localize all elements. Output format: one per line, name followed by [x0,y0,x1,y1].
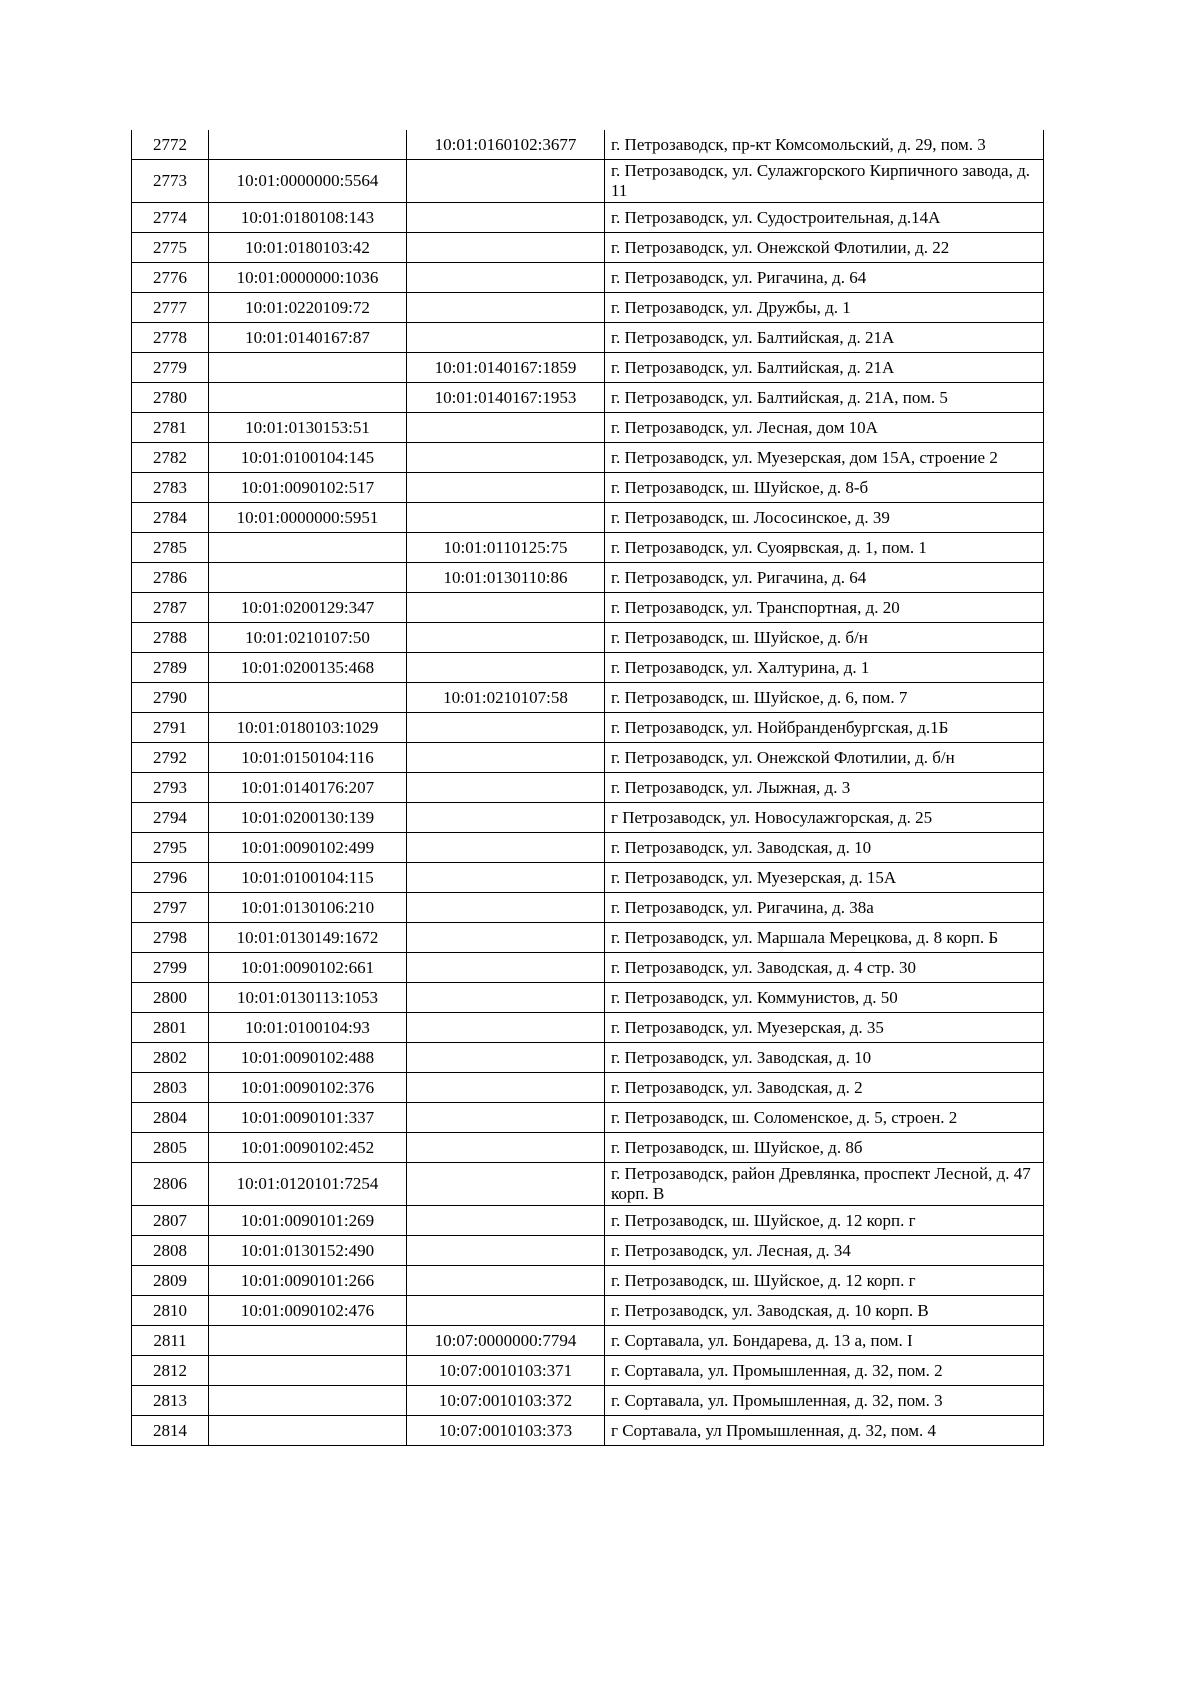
land-cadastral-number-cell: 10:01:0090101:269 [209,1206,407,1236]
premises-cadastral-number-cell [407,953,605,983]
address-cell: г. Сортавала, ул. Бондарева, д. 13 а, пом. I [605,1326,1044,1356]
row-number-cell: 2783 [132,473,209,503]
address-cell: г. Петрозаводск, ул. Балтийская, д. 21А, пом. 5 [605,383,1044,413]
land-cadastral-number-cell [209,383,407,413]
address-cell: г. Петрозаводск, ул. Муезерская, д. 35 [605,1013,1044,1043]
premises-cadastral-number-cell [407,1296,605,1326]
row-number-cell: 2801 [132,1013,209,1043]
premises-cadastral-number-cell [407,1073,605,1103]
land-cadastral-number-cell [209,1416,407,1446]
address-cell: г. Петрозаводск, ул. Ригачина, д. 64 [605,263,1044,293]
premises-cadastral-number-cell [407,623,605,653]
row-number-cell: 2813 [132,1386,209,1416]
address-cell: г. Петрозаводск, ул. Сулажгорского Кирпичного завода, д. 11 [605,160,1044,203]
row-number-cell: 2790 [132,683,209,713]
premises-cadastral-number-cell [407,1266,605,1296]
land-cadastral-number-cell [209,1326,407,1356]
address-cell: г. Петрозаводск, ул. Заводская, д. 10 [605,833,1044,863]
table-row [132,1416,1044,1446]
row-number-cell: 2806 [132,1163,209,1206]
land-cadastral-number-cell: 10:01:0100104:115 [209,863,407,893]
premises-cadastral-number-cell [407,803,605,833]
premises-cadastral-number-cell [407,203,605,233]
land-cadastral-number-cell: 10:01:0090102:517 [209,473,407,503]
land-cadastral-number-cell: 10:01:0090102:661 [209,953,407,983]
address-cell: г. Петрозаводск, ул. Балтийская, д. 21А [605,323,1044,353]
row-number-cell: 2810 [132,1296,209,1326]
address-cell: г. Петрозаводск, ш. Шуйское, д. 12 корп. г [605,1266,1044,1296]
row-number-cell: 2794 [132,803,209,833]
table-row [132,1386,1044,1416]
row-number-cell: 2782 [132,443,209,473]
land-cadastral-number-cell: 10:01:0090101:337 [209,1103,407,1133]
land-cadastral-number-cell [209,353,407,383]
table-row [132,743,1044,773]
row-number-cell: 2803 [132,1073,209,1103]
land-cadastral-number-cell: 10:01:0130149:1672 [209,923,407,953]
premises-cadastral-number-cell: 10:01:0140167:1859 [407,353,605,383]
table-row [132,263,1044,293]
premises-cadastral-number-cell [407,923,605,953]
row-number-cell: 2774 [132,203,209,233]
address-cell: г. Петрозаводск, ул. Лыжная, д. 3 [605,773,1044,803]
row-number-cell: 2795 [132,833,209,863]
land-cadastral-number-cell: 10:01:0200130:139 [209,803,407,833]
row-number-cell: 2802 [132,1043,209,1073]
address-cell: г Сортавала, ул Промышленная, д. 32, пом. 4 [605,1416,1044,1446]
table-row [132,1326,1044,1356]
table-row [132,1073,1044,1103]
premises-cadastral-number-cell [407,833,605,863]
premises-cadastral-number-cell [407,473,605,503]
address-cell: г. Петрозаводск, ул. Онежской Флотилии, д. б/н [605,743,1044,773]
premises-cadastral-number-cell: 10:07:0010103:371 [407,1356,605,1386]
land-cadastral-number-cell: 10:01:0090102:476 [209,1296,407,1326]
address-cell: г. Сортавала, ул. Промышленная, д. 32, пом. 2 [605,1356,1044,1386]
row-number-cell: 2792 [132,743,209,773]
land-cadastral-number-cell: 10:01:0140176:207 [209,773,407,803]
premises-cadastral-number-cell [407,233,605,263]
land-cadastral-number-cell: 10:01:0130113:1053 [209,983,407,1013]
row-number-cell: 2804 [132,1103,209,1133]
address-cell: г. Петрозаводск, ул. Заводская, д. 10 корп. В [605,1296,1044,1326]
premises-cadastral-number-cell [407,1103,605,1133]
table-row [132,503,1044,533]
row-number-cell: 2800 [132,983,209,1013]
table-row [132,653,1044,683]
land-cadastral-number-cell: 10:01:0130153:51 [209,413,407,443]
address-cell: г. Петрозаводск, ул. Заводская, д. 4 стр. 30 [605,953,1044,983]
row-number-cell: 2796 [132,863,209,893]
land-cadastral-number-cell: 10:01:0090102:452 [209,1133,407,1163]
table-row [132,563,1044,593]
land-cadastral-number-cell: 10:01:0150104:116 [209,743,407,773]
row-number-cell: 2779 [132,353,209,383]
row-number-cell: 2784 [132,503,209,533]
premises-cadastral-number-cell: 10:01:0140167:1953 [407,383,605,413]
land-cadastral-number-cell: 10:01:0220109:72 [209,293,407,323]
row-number-cell: 2777 [132,293,209,323]
land-cadastral-number-cell: 10:01:0180108:143 [209,203,407,233]
address-cell: г. Петрозаводск, ш. Шуйское, д. 6, пом. 7 [605,683,1044,713]
land-cadastral-number-cell: 10:01:0000000:1036 [209,263,407,293]
premises-cadastral-number-cell [407,413,605,443]
table-row [132,1236,1044,1266]
premises-cadastral-number-cell [407,503,605,533]
row-number-cell: 2772 [132,130,209,160]
table-row [132,1296,1044,1326]
row-number-cell: 2807 [132,1206,209,1236]
table-row [132,160,1044,203]
address-cell: г. Петрозаводск, ш. Шуйское, д. б/н [605,623,1044,653]
land-cadastral-number-cell: 10:01:0200135:468 [209,653,407,683]
address-cell: г. Петрозаводск, ул. Заводская, д. 2 [605,1073,1044,1103]
row-number-cell: 2775 [132,233,209,263]
premises-cadastral-number-cell: 10:01:0210107:58 [407,683,605,713]
land-cadastral-number-cell: 10:01:0210107:50 [209,623,407,653]
land-cadastral-number-cell: 10:01:0180103:42 [209,233,407,263]
land-cadastral-number-cell: 10:01:0100104:145 [209,443,407,473]
land-cadastral-number-cell: 10:01:0090101:266 [209,1266,407,1296]
premises-cadastral-number-cell [407,293,605,323]
row-number-cell: 2788 [132,623,209,653]
row-number-cell: 2776 [132,263,209,293]
table-row [132,353,1044,383]
table-row [132,683,1044,713]
premises-cadastral-number-cell [407,1163,605,1206]
table-row [132,443,1044,473]
land-cadastral-number-cell [209,1386,407,1416]
table-row [132,623,1044,653]
land-cadastral-number-cell: 10:01:0000000:5951 [209,503,407,533]
address-cell: г. Сортавала, ул. Промышленная, д. 32, пом. 3 [605,1386,1044,1416]
land-cadastral-number-cell: 10:01:0090102:376 [209,1073,407,1103]
table-row [132,833,1044,863]
table-row [132,863,1044,893]
address-cell: г. Петрозаводск, ул. Лесная, д. 34 [605,1236,1044,1266]
premises-cadastral-number-cell [407,1236,605,1266]
address-cell: г. Петрозаводск, ш. Лососинское, д. 39 [605,503,1044,533]
land-cadastral-number-cell: 10:01:0120101:7254 [209,1163,407,1206]
table-row [132,1043,1044,1073]
property-registry-table [131,130,1044,1446]
address-cell: г. Петрозаводск, ул. Маршала Мерецкова, д. 8 корп. Б [605,923,1044,953]
table-row [132,953,1044,983]
row-number-cell: 2809 [132,1266,209,1296]
land-cadastral-number-cell [209,1356,407,1386]
address-cell: г. Петрозаводск, ул. Ригачина, д. 38а [605,893,1044,923]
registry-table-body [132,130,1044,1446]
row-number-cell: 2786 [132,563,209,593]
row-number-cell: 2781 [132,413,209,443]
table-row [132,293,1044,323]
address-cell: г. Петрозаводск, ш. Шуйское, д. 8б [605,1133,1044,1163]
address-cell: г. Петрозаводск, ул. Ригачина, д. 64 [605,563,1044,593]
premises-cadastral-number-cell [407,653,605,683]
land-cadastral-number-cell [209,683,407,713]
table-row [132,130,1044,160]
address-cell: г. Петрозаводск, пр-кт Комсомольский, д. 29, пом. 3 [605,130,1044,160]
land-cadastral-number-cell [209,533,407,563]
land-cadastral-number-cell [209,563,407,593]
land-cadastral-number-cell: 10:01:0140167:87 [209,323,407,353]
table-row [132,1013,1044,1043]
row-number-cell: 2793 [132,773,209,803]
table-row [132,413,1044,443]
row-number-cell: 2785 [132,533,209,563]
table-row [132,203,1044,233]
address-cell: г. Петрозаводск, ул. Балтийская, д. 21А [605,353,1044,383]
address-cell: г. Петрозаводск, ул. Лесная, дом 10А [605,413,1044,443]
address-cell: г. Петрозаводск, район Древлянка, проспект Лесной, д. 47 корп. В [605,1163,1044,1206]
premises-cadastral-number-cell [407,1013,605,1043]
land-cadastral-number-cell: 10:01:0000000:5564 [209,160,407,203]
row-number-cell: 2808 [132,1236,209,1266]
address-cell: г. Петрозаводск, ул. Дружбы, д. 1 [605,293,1044,323]
row-number-cell: 2798 [132,923,209,953]
table-row [132,773,1044,803]
address-cell: г. Петрозаводск, ул. Онежской Флотилии, д. 22 [605,233,1044,263]
table-row [132,533,1044,563]
address-cell: г. Петрозаводск, ул. Нойбранденбургская, д.1Б [605,713,1044,743]
row-number-cell: 2789 [132,653,209,683]
address-cell: г. Петрозаводск, ул. Заводская, д. 10 [605,1043,1044,1073]
address-cell: г. Петрозаводск, ш. Шуйское, д. 8-б [605,473,1044,503]
address-cell: г. Петрозаводск, ш. Соломенское, д. 5, строен. 2 [605,1103,1044,1133]
row-number-cell: 2773 [132,160,209,203]
premises-cadastral-number-cell: 10:07:0010103:373 [407,1416,605,1446]
table-row [132,893,1044,923]
row-number-cell: 2814 [132,1416,209,1446]
row-number-cell: 2778 [132,323,209,353]
premises-cadastral-number-cell [407,263,605,293]
table-row [132,803,1044,833]
address-cell: г. Петрозаводск, ул. Судостроительная, д.14А [605,203,1044,233]
land-cadastral-number-cell: 10:01:0180103:1029 [209,713,407,743]
premises-cadastral-number-cell: 10:01:0110125:75 [407,533,605,563]
premises-cadastral-number-cell [407,593,605,623]
premises-cadastral-number-cell [407,443,605,473]
address-cell: г. Петрозаводск, ул. Коммунистов, д. 50 [605,983,1044,1013]
premises-cadastral-number-cell [407,323,605,353]
premises-cadastral-number-cell [407,743,605,773]
table-row [132,1266,1044,1296]
address-cell: г. Петрозаводск, ул. Муезерская, дом 15А, строение 2 [605,443,1044,473]
premises-cadastral-number-cell: 10:07:0010103:372 [407,1386,605,1416]
row-number-cell: 2780 [132,383,209,413]
table-row [132,713,1044,743]
table-row [132,1163,1044,1206]
land-cadastral-number-cell [209,130,407,160]
table-row [132,1356,1044,1386]
address-cell: г. Петрозаводск, ул. Халтурина, д. 1 [605,653,1044,683]
row-number-cell: 2805 [132,1133,209,1163]
table-row [132,1206,1044,1236]
address-cell: г. Петрозаводск, ул. Транспортная, д. 20 [605,593,1044,623]
address-cell: г. Петрозаводск, ул. Суоярвская, д. 1, пом. 1 [605,533,1044,563]
land-cadastral-number-cell: 10:01:0130152:490 [209,1236,407,1266]
premises-cadastral-number-cell: 10:07:0000000:7794 [407,1326,605,1356]
table-row [132,593,1044,623]
row-number-cell: 2812 [132,1356,209,1386]
row-number-cell: 2799 [132,953,209,983]
table-row [132,923,1044,953]
land-cadastral-number-cell: 10:01:0130106:210 [209,893,407,923]
premises-cadastral-number-cell [407,1043,605,1073]
premises-cadastral-number-cell: 10:01:0160102:3677 [407,130,605,160]
address-cell: г. Петрозаводск, ул. Муезерская, д. 15А [605,863,1044,893]
table-row [132,233,1044,263]
table-row [132,983,1044,1013]
table-row [132,473,1044,503]
address-cell: г. Петрозаводск, ш. Шуйское, д. 12 корп. г [605,1206,1044,1236]
premises-cadastral-number-cell [407,1133,605,1163]
row-number-cell: 2797 [132,893,209,923]
premises-cadastral-number-cell [407,1206,605,1236]
premises-cadastral-number-cell [407,160,605,203]
table-row [132,383,1044,413]
row-number-cell: 2811 [132,1326,209,1356]
land-cadastral-number-cell: 10:01:0100104:93 [209,1013,407,1043]
row-number-cell: 2791 [132,713,209,743]
row-number-cell: 2787 [132,593,209,623]
premises-cadastral-number-cell [407,773,605,803]
land-cadastral-number-cell: 10:01:0200129:347 [209,593,407,623]
premises-cadastral-number-cell [407,983,605,1013]
land-cadastral-number-cell: 10:01:0090102:488 [209,1043,407,1073]
table-row [132,323,1044,353]
premises-cadastral-number-cell [407,893,605,923]
table-row [132,1103,1044,1133]
table-row [132,1133,1044,1163]
premises-cadastral-number-cell [407,713,605,743]
premises-cadastral-number-cell [407,863,605,893]
address-cell: г Петрозаводск, ул. Новосулажгорская, д. 25 [605,803,1044,833]
premises-cadastral-number-cell: 10:01:0130110:86 [407,563,605,593]
land-cadastral-number-cell: 10:01:0090102:499 [209,833,407,863]
